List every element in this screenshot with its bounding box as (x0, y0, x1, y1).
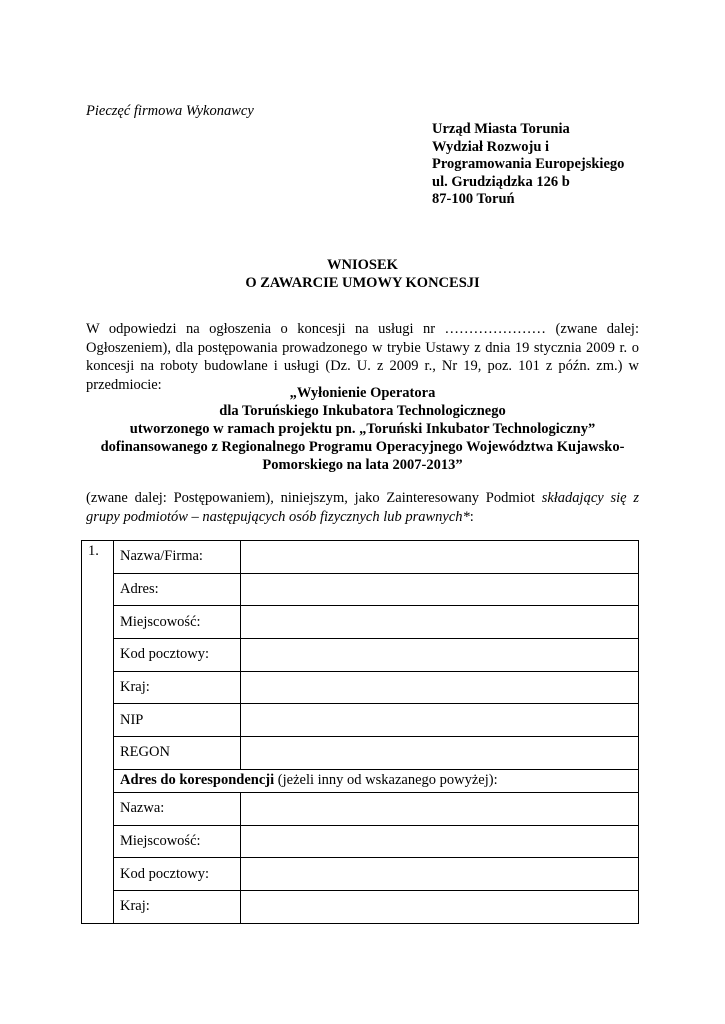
addressee-line: Programowania Europejskiego (432, 156, 625, 172)
field-input-postal-code[interactable] (241, 639, 639, 672)
closing-paragraph (86, 489, 639, 526)
corr-input-city[interactable] (241, 825, 639, 858)
form-row (82, 737, 639, 770)
correspondence-heading-bold: Adres do korespondencji (120, 772, 275, 789)
field-label-postal-code: Kod pocztowy: (114, 639, 241, 672)
form-row (82, 639, 639, 672)
corr-label-postal-code: Kod pocztowy: (114, 858, 241, 891)
applicant-form-table (81, 540, 639, 924)
closing-text: (zwane dalej: Postępowaniem), niniejszym, jako Zainteresowany Podmiot (86, 490, 542, 506)
field-input-address[interactable] (241, 573, 639, 606)
subject-line: dla Toruńskiego Inkubatora Technologicznego (219, 403, 506, 419)
corr-label-country: Kraj: (114, 890, 241, 923)
form-row (82, 671, 639, 704)
closing-italic-text: składający się z grupy podmiotów – następujących osób fizycznych lub prawnych* (86, 490, 639, 525)
corr-label-name: Nazwa: (114, 792, 241, 825)
correspondence-heading-row (82, 769, 639, 792)
corr-input-name[interactable] (241, 792, 639, 825)
field-label-nip: NIP (114, 704, 241, 737)
field-label-address: Adres: (114, 573, 241, 606)
addressee-line: 87-100 Toruń (432, 191, 515, 207)
document-title (0, 256, 725, 292)
form-row (82, 704, 639, 737)
subject-line: Pomorskiego na lata 2007-2013” (262, 457, 463, 473)
entry-number: 1. (82, 541, 114, 924)
correspondence-heading (114, 769, 639, 792)
closing-end: : (469, 508, 474, 525)
corr-input-postal-code[interactable] (241, 858, 639, 891)
subject-line: utworzonego w ramach projektu pn. „Toruński Inkubator Technologiczny” (129, 421, 596, 437)
form-row (82, 858, 639, 891)
addressee-line: Wydział Rozwoju i (432, 138, 550, 155)
addressee-line: ul. Grudziądzka 126 b (432, 173, 570, 190)
field-input-regon[interactable] (241, 737, 639, 770)
title-line-2: O ZAWARCIE UMOWY KONCESJI (245, 275, 480, 291)
field-input-city[interactable] (241, 606, 639, 639)
field-label-name: Nazwa/Firma: (114, 541, 241, 574)
field-label-city: Miejscowość: (114, 606, 241, 639)
addressee-block (432, 121, 624, 209)
field-input-name[interactable] (241, 541, 639, 574)
form-row (82, 541, 639, 574)
addressee-line: Urząd Miasta Torunia (432, 121, 570, 137)
title-line-1: WNIOSEK (327, 257, 398, 273)
subject-line: dofinansowanego z Regionalnego Programu Operacyjnego Województwa Kujawsko- (100, 439, 625, 455)
corr-input-country[interactable] (241, 890, 639, 923)
intro-paragraph: W odpowiedzi na ogłoszenia o koncesji na usługi nr ………………… (zwane dalej: Ogłoszeniem), dla postępowania prowadzonego w trybie Ustawy z dnia 19 stycznia 2009 r. o koncesji na roboty budowlane i usługi (Dz. U. z 2009 r., Nr 19, poz. 101 z późn. zm.) w przedmiocie: (86, 321, 639, 393)
field-input-country[interactable] (241, 671, 639, 704)
form-row (82, 825, 639, 858)
corr-label-city: Miejscowość: (114, 825, 241, 858)
field-label-regon: REGON (114, 737, 241, 770)
subject-line: „Wyłonienie Operatora (289, 385, 436, 401)
form-row (82, 606, 639, 639)
field-input-nip[interactable] (241, 704, 639, 737)
form-row (82, 890, 639, 923)
subject-block (86, 384, 639, 474)
form-row (82, 573, 639, 606)
field-label-country: Kraj: (114, 671, 241, 704)
correspondence-heading-note: (jeżeli inny od wskazanego powyżej): (274, 772, 498, 789)
company-stamp-label: Pieczęć firmowa Wykonawcy (86, 103, 254, 119)
form-row (82, 792, 639, 825)
